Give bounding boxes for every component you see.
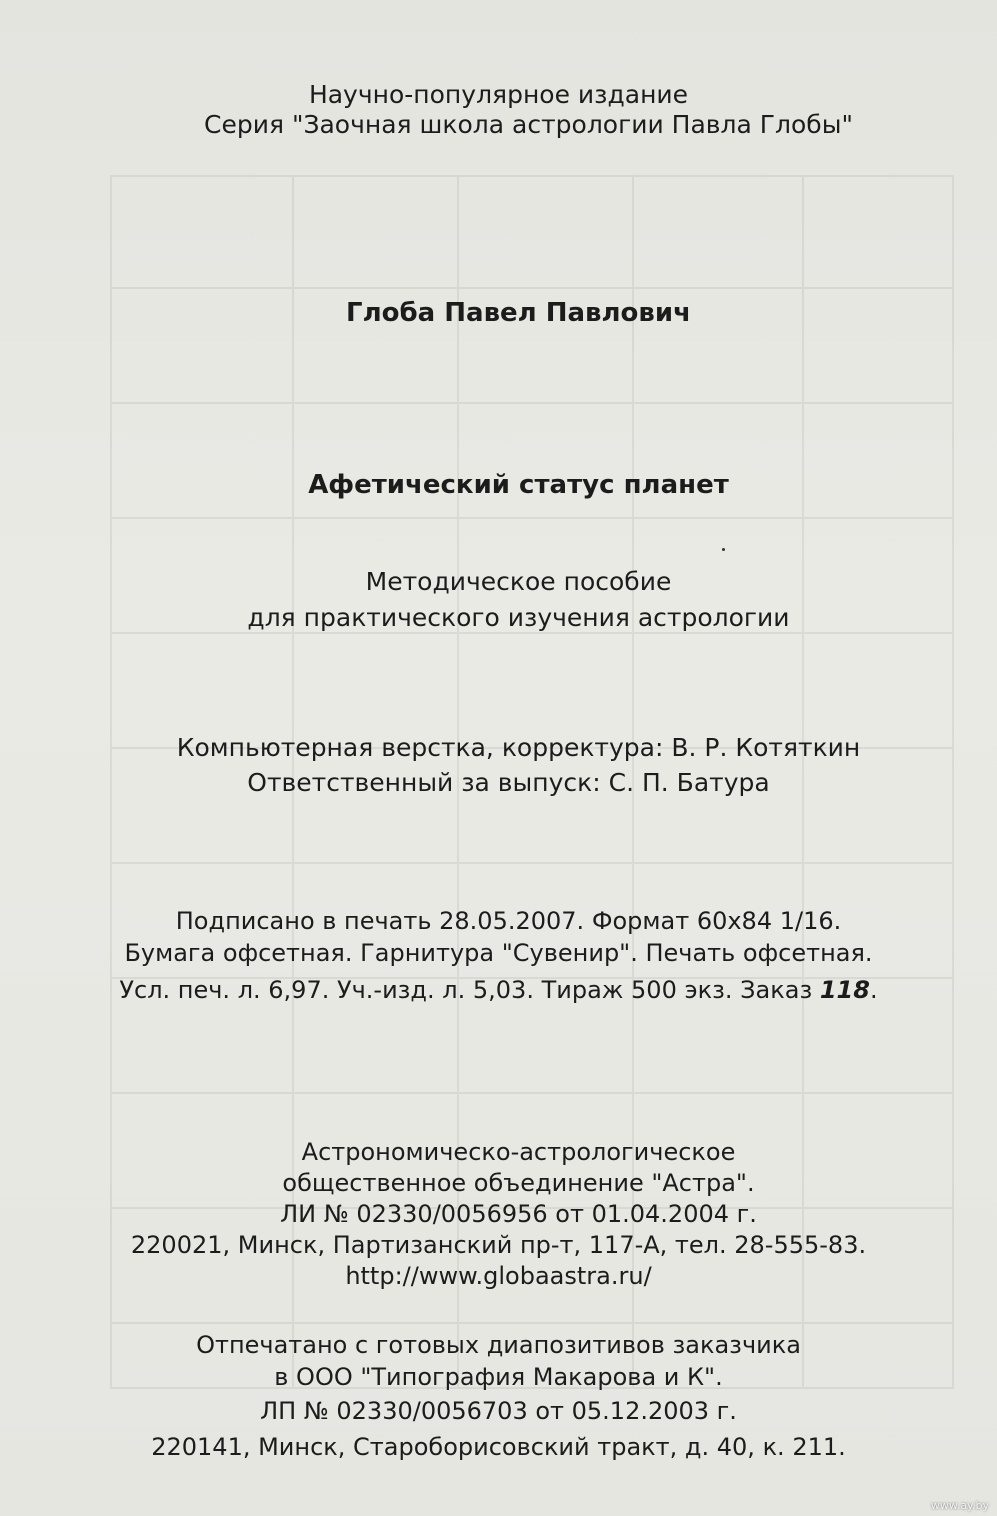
book-title: Афетический статус планет xyxy=(308,470,729,500)
imprint-line-2: Бумага офсетная. Гарнитура "Сувенир". Печать офсетная. xyxy=(124,939,873,967)
printer-line-2: в ООО "Типография Макарова и К". xyxy=(274,1363,723,1391)
series-line: Серия "Заочная школа астрологии Павла Глобы" xyxy=(204,110,853,139)
publisher-line-2: общественное объединение "Астра". xyxy=(282,1169,755,1197)
publisher-line-1: Астрономическо-астрологическое xyxy=(301,1138,736,1166)
imprint-line-3 xyxy=(0,975,997,1005)
printer-license: ЛП № 02330/0056703 от 05.12.2003 г. xyxy=(260,1397,737,1425)
subtitle-line-2: для практического изучения астрологии xyxy=(247,603,790,632)
imprint-line-3-text: Усл. печ. л. 6,97. Уч.-изд. л. 5,03. Тираж 500 экз. Заказ xyxy=(119,976,813,1004)
publisher-address: 220021, Минск, Партизанский пр-т, 117-А, тел. 28-555-83. xyxy=(130,1231,867,1259)
order-number: 118 xyxy=(819,976,870,1004)
subtitle-line-1: Методическое пособие xyxy=(365,567,672,596)
credits-layout: Компьютерная верстка, корректура: В. Р. Котяткин xyxy=(176,733,861,762)
imprint-line-1: Подписано в печать 28.05.2007. Формат 60х84 1/16. xyxy=(175,907,842,935)
printer-address: 220141, Минск, Староборисовский тракт, д. 40, к. 211. xyxy=(151,1433,846,1461)
genre-line: Научно-популярное издание xyxy=(308,80,689,109)
imprint-line-3-end: . xyxy=(869,976,878,1004)
credits-responsible: Ответственный за выпуск: С. П. Батура xyxy=(247,768,770,797)
author-name: Глоба Павел Павлович xyxy=(346,298,691,328)
publisher-license: ЛИ № 02330/0056956 от 01.04.2004 г. xyxy=(280,1200,757,1228)
printer-line-1: Отпечатано с готовых диапозитивов заказчика xyxy=(196,1331,801,1359)
print-speck xyxy=(722,548,725,551)
site-watermark: www.ay.by xyxy=(930,1499,989,1512)
publisher-url: http://www.globaastra.ru/ xyxy=(345,1262,652,1290)
